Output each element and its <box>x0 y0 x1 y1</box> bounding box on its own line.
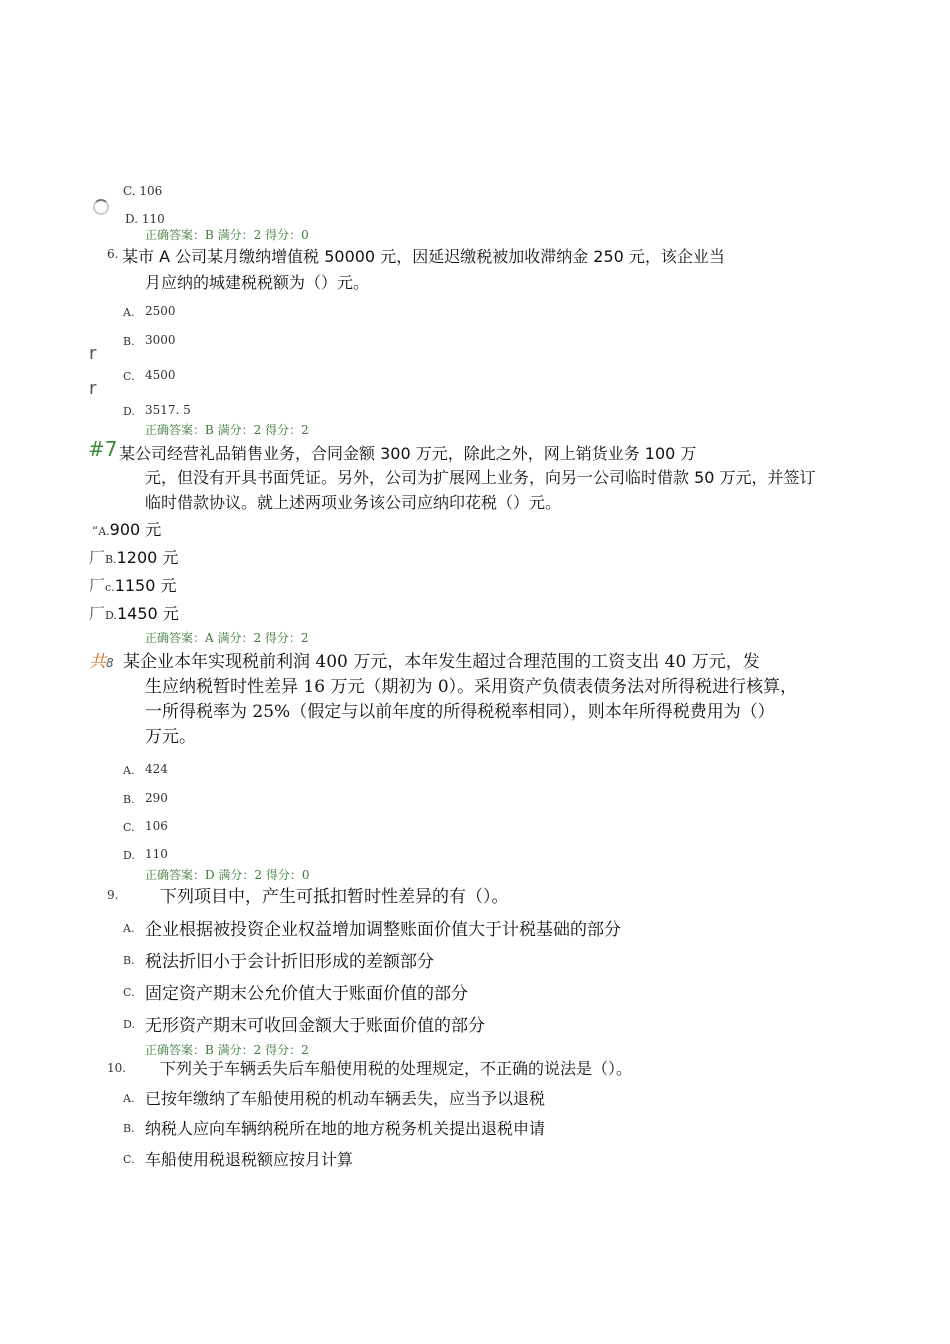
q6-radio-mark-1[interactable]: r <box>89 343 97 364</box>
q7-text-line1: 某公司经营礼品销售业务，合同金额 300 万元，除此之外，网上销货业务 100 万 <box>119 444 697 463</box>
q9-option-d-text: 无形资产期末可收回金额大于账面价值的部分 <box>145 1016 485 1036</box>
q8-option-b-label[interactable]: B. <box>123 793 135 806</box>
q9-option-b-text: 税法折旧小于会计折旧形成的差额部分 <box>145 952 434 972</box>
q5-option-d: D. 110 <box>125 212 165 226</box>
q10-text: 下列关于车辆丢失后车船使用税的处理规定，不正确的说法是（）。 <box>160 1059 633 1078</box>
q6-option-b-label[interactable]: B. <box>123 335 135 348</box>
q8-option-d-text: 110 <box>145 847 168 861</box>
q7-option-d[interactable] <box>89 601 179 624</box>
q6-text-line1: 某市 A 公司某月缴纳增值税 50000 元，因延迟缴税被加收滞纳金 250 元，该企业当 <box>122 247 725 266</box>
q7-option-a-label: A. <box>98 525 110 538</box>
q8-option-b-text: 290 <box>145 791 168 805</box>
q7-option-c[interactable] <box>89 573 177 596</box>
q6-option-a-label[interactable]: A. <box>123 306 135 319</box>
q6-text-line2: 月应纳的城建税税额为（）元。 <box>145 273 370 292</box>
q10-option-c-label[interactable]: C. <box>123 1153 135 1166</box>
q10-option-b-text: 纳税人应向车辆纳税所在地的地方税务机关提出退税申请 <box>145 1119 546 1138</box>
q6-option-c-text: 4500 <box>145 368 176 382</box>
q7-option-d-text: 1450 元 <box>116 604 179 623</box>
q6-option-b-text: 3000 <box>145 333 176 347</box>
q7-text-line3: 临时借款协议。就上述两项业务该公司应纳印花税（）元。 <box>145 493 562 512</box>
q8-answer: 正确答案：D 满分：2 得分：0 <box>145 868 310 882</box>
q9-option-c-text: 固定资产期末公允价值大于账面价值的部分 <box>145 984 468 1004</box>
q7-option-a-prefix: “ <box>92 524 99 538</box>
q8-option-c-label[interactable]: C. <box>123 821 135 834</box>
q6-answer: 正确答案：B 满分：2 得分：2 <box>145 423 309 437</box>
q8-text-line2: 生应纳税暂时性差异 16 万元（期初为 0）。采用资产负债表债务法对所得税进行核算， <box>145 677 798 697</box>
q8-text-line1: 某企业本年实现税前利润 400 万元，本年发生超过合理范围的工资支出 40 万元，发 <box>123 652 760 672</box>
q8-number: 8 <box>106 656 114 670</box>
q7-option-c-text: 1150 元 <box>114 576 177 595</box>
q7-option-b-label: B. <box>105 553 117 566</box>
q7-marker: #7 <box>88 437 118 461</box>
q10-option-a-text: 已按年缴纳了车船使用税的机动车辆丢失，应当予以退税 <box>145 1089 546 1108</box>
q6-radio-mark-2[interactable]: r <box>89 378 97 399</box>
q5-option-d-clip <box>115 210 175 226</box>
q7-option-b[interactable] <box>89 545 178 568</box>
q9-option-b-label[interactable]: B. <box>123 954 135 967</box>
q8-marker-group <box>89 647 114 672</box>
q6-option-c-label[interactable]: C. <box>123 370 135 383</box>
q9-option-c-label[interactable]: C. <box>123 986 135 999</box>
q7-answer: 正确答案：A 满分：2 得分：2 <box>145 631 309 645</box>
q7-option-b-text: 1200 元 <box>116 548 179 567</box>
q8-text-line4: 万元。 <box>145 727 196 747</box>
q8-option-d-label[interactable]: D. <box>123 849 135 862</box>
q8-option-c-text: 106 <box>145 819 168 833</box>
q10-number: 10. <box>107 1061 127 1075</box>
q8-text-line3: 一所得税率为 25%（假定与以前年度的所得税税率相同），则本年所得税费用为（） <box>145 702 775 722</box>
q7-option-c-prefix: 厂 <box>89 576 106 595</box>
q9-number: 9. <box>107 888 119 902</box>
q9-option-a-label[interactable]: A. <box>123 922 135 935</box>
q7-option-a-text: 900 元 <box>109 520 162 539</box>
q7-option-d-label: D. <box>105 609 117 622</box>
q8-marker: 共 <box>89 652 106 672</box>
q10-option-c-text: 车船使用税退税额应按月计算 <box>145 1150 354 1169</box>
q7-option-a[interactable] <box>92 517 161 540</box>
q6-option-a-text: 2500 <box>145 304 176 318</box>
q8-option-a-text: 424 <box>145 762 168 776</box>
loading-spinner-icon <box>93 199 109 215</box>
q10-option-b-label[interactable]: B. <box>123 1122 135 1135</box>
q9-option-a-text: 企业根据被投资企业权益增加调整账面价值大于计税基础的部分 <box>145 920 621 940</box>
q10-option-a-label[interactable]: A. <box>123 1092 135 1105</box>
q6-option-d-text: 3517. 5 <box>145 403 191 417</box>
q7-option-d-prefix: 厂 <box>89 604 106 623</box>
q9-option-d-label[interactable]: D. <box>123 1018 135 1031</box>
q7-option-c-label: c. <box>105 581 115 594</box>
q9-answer: 正确答案：B 满分：2 得分：2 <box>145 1043 309 1057</box>
q5-answer: 正确答案：B 满分：2 得分：0 <box>145 228 309 242</box>
q5-option-c: C. 106 <box>123 184 163 198</box>
q9-text: 下列项目中，产生可抵扣暂时性差异的有（）。 <box>160 887 509 907</box>
q7-option-b-prefix: 厂 <box>89 548 106 567</box>
q6-option-d-label[interactable]: D. <box>123 405 135 418</box>
q7-text-line2: 元，但没有开具书面凭证。另外，公司为扩展网上业务，向另一公司临时借款 50 万元，并签订 <box>145 468 816 487</box>
q6-number: 6. <box>107 247 119 261</box>
q8-option-a-label[interactable]: A. <box>123 764 135 777</box>
